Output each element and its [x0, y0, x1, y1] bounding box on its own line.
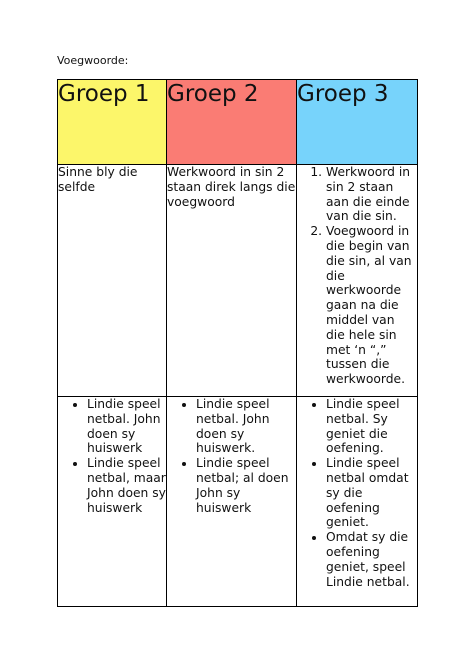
rule-groep-2: Werkwoord in sin 2 staan direk langs die voegwoord: [167, 165, 297, 397]
example-list: [297, 397, 417, 589]
example-item: • Lindie speel netbal. John doen sy huiswerk: [87, 397, 166, 456]
example-list: [167, 397, 296, 515]
rule-groep-3: [297, 165, 418, 397]
example-item: • Lindie speel netbal omdat sy die oefening geniet.: [326, 456, 417, 530]
header-row: [58, 80, 418, 165]
example-item: • Lindie speel netbal. Sy geniet die oefening.: [326, 397, 417, 456]
header-groep-1: Groep 1: [58, 80, 167, 165]
rule-item: 2. Voegwoord in die begin van die sin, al van die werkwoorde gaan na die middel van die hele sin met ‘n “,” tussen die werkwoorde.: [326, 224, 417, 387]
examples-groep-2: [167, 397, 297, 607]
page-heading: Voegwoorde:: [57, 54, 129, 67]
example-item: • Lindie speel netbal; al doen John sy huiswerk: [196, 456, 296, 515]
groups-table: [57, 79, 418, 607]
example-list: [58, 397, 166, 515]
header-groep-3: Groep 3: [297, 80, 418, 165]
rule-list-groep-3: [297, 165, 417, 387]
example-item: • Omdat sy die oefening geniet, speel Lindie netbal.: [326, 530, 417, 589]
example-item: • Lindie speel netbal, maar John doen sy huiswerk: [87, 456, 166, 515]
rule-row: [58, 165, 418, 397]
examples-groep-3: [297, 397, 418, 607]
example-item: • Lindie speel netbal. John doen sy huiswerk.: [196, 397, 296, 456]
rule-groep-1: Sinne bly die selfde: [58, 165, 167, 397]
rule-item: 1. Werkwoord in sin 2 staan aan die einde van die sin.: [326, 165, 417, 224]
example-row: [58, 397, 418, 607]
examples-groep-1: [58, 397, 167, 607]
header-groep-2: Groep 2: [167, 80, 297, 165]
